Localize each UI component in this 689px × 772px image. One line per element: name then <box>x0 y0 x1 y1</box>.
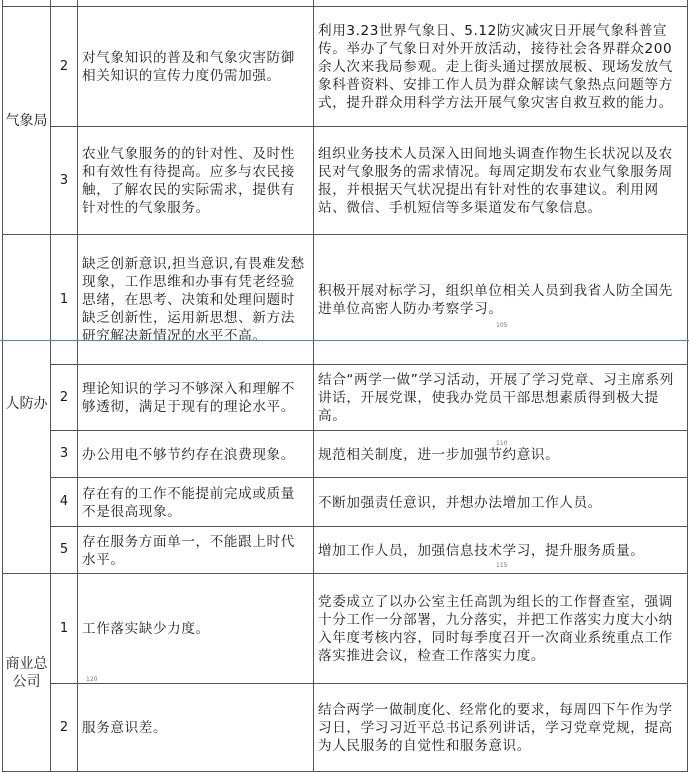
row-number: 2 <box>51 7 78 127</box>
row-number: 1 <box>51 574 78 684</box>
dept-cell-civil-defense: 人防办 <box>3 235 51 574</box>
measure-cell: 利用3.23世界气象日、5.12防灾减灾日开展气象科普宣传。举办了气象日对外开放活动，接待社会各界群众200余人次来我局参观。走上街头通过摆放展板、现场发放气象科普资料、安排工作人员为群众解读气象热点问题等方式，提升群众用科学方法开展气象灾害自救互救的能力。 <box>314 7 688 127</box>
issue-cell: 缺乏创新意识,担当意识,有畏难发愁现象，工作思维和办事有凭老经验思绪，在思考、决策和处理问题时缺乏创新性，运用新思想、新方法研究解决新情况的水平不高。 <box>78 235 314 365</box>
row-number: 5 <box>51 527 78 574</box>
issue-cell: 农业气象服务的的针对性、及时性和有效性有待提高。应多与农民接触，了解农民的实际需求，提供有针对性的气象服务。 <box>78 127 314 235</box>
table-row <box>3 684 688 772</box>
table-row <box>3 574 688 684</box>
margin-mark: 110 <box>496 440 508 447</box>
table-row <box>3 365 688 431</box>
margin-mark: 105 <box>496 322 508 329</box>
row-number: 3 <box>51 431 78 478</box>
issue-cell: 办公用电不够节约存在浪费现象。 <box>78 431 314 478</box>
measure-cell: 组织业务技术人员深入田间地头调查作物生长状况以及农民对气象服务的需求情况。每周定期发布农业气象服务周报，并根据天气状况提出有针对性的农事建议。利用网站、微信、手机短信等多渠道发布气象信息。 <box>314 127 688 235</box>
row-number: 2 <box>51 365 78 431</box>
margin-mark: 115 <box>496 562 508 569</box>
page-guide-line <box>0 340 689 341</box>
table-row <box>3 127 688 235</box>
row-number: 1 <box>51 235 78 365</box>
row-number: 2 <box>51 684 78 772</box>
issue-cell: 对气象知识的普及和气象灾害防御相关知识的宣传力度仍需加强。 <box>78 7 314 127</box>
issue-cell: 存在服务方面单一，不能跟上时代水平。 <box>78 527 314 574</box>
measure-cell: 结合两学一做制度化、经常化的要求，每周四下午作为学习日，学习习近平总书记系列讲话，学习党章党规，提高为人民服务的自觉性和服务意识。 <box>314 684 688 772</box>
measure-cell: 规范相关制度，进一步加强节约意识。 <box>314 431 688 478</box>
dept-cell-commerce: 商业总公司 <box>3 574 51 772</box>
margin-mark: 120 <box>86 676 98 683</box>
measure-cell: 增加工作人员，加强信息技术学习，提升服务质量。 <box>314 527 688 574</box>
issue-cell: 工作落实缺少力度。 <box>78 574 314 684</box>
problem-rectification-table <box>2 0 688 772</box>
dept-cell-meteorology: 气象局 <box>3 7 51 235</box>
issue-cell: 服务意识差。 <box>78 684 314 772</box>
row-number: 4 <box>51 478 78 527</box>
issue-cell: 存在有的工作不能提前完成或质量不是很高现象。 <box>78 478 314 527</box>
table-row <box>3 478 688 527</box>
table-row <box>3 527 688 574</box>
table-row <box>3 431 688 478</box>
measure-cell: 不断加强责任意识，并想办法增加工作人员。 <box>314 478 688 527</box>
table-row <box>3 7 688 127</box>
measure-cell: 结合“两学一做”学习活动，开展了学习党章、习主席系列讲话，开展党课，使我办党员干部思想素质得到极大提高。 <box>314 365 688 431</box>
table-row <box>3 235 688 365</box>
issue-cell: 理论知识的学习不够深入和理解不够透彻，满足于现有的理论水平。 <box>78 365 314 431</box>
measure-cell: 积极开展对标学习，组织单位相关人员到我省人防全国先进单位高密人防办考察学习。 <box>314 235 688 365</box>
measure-cell: 党委成立了以办公室主任高凯为组长的工作督查室，强调十分工作一分部署，九分落实，并把工作落实力度大小纳入年度考核内容，同时每季度召开一次商业系统重点工作落实推进会议，检查工作落实力度。 <box>314 574 688 684</box>
row-number: 3 <box>51 127 78 235</box>
